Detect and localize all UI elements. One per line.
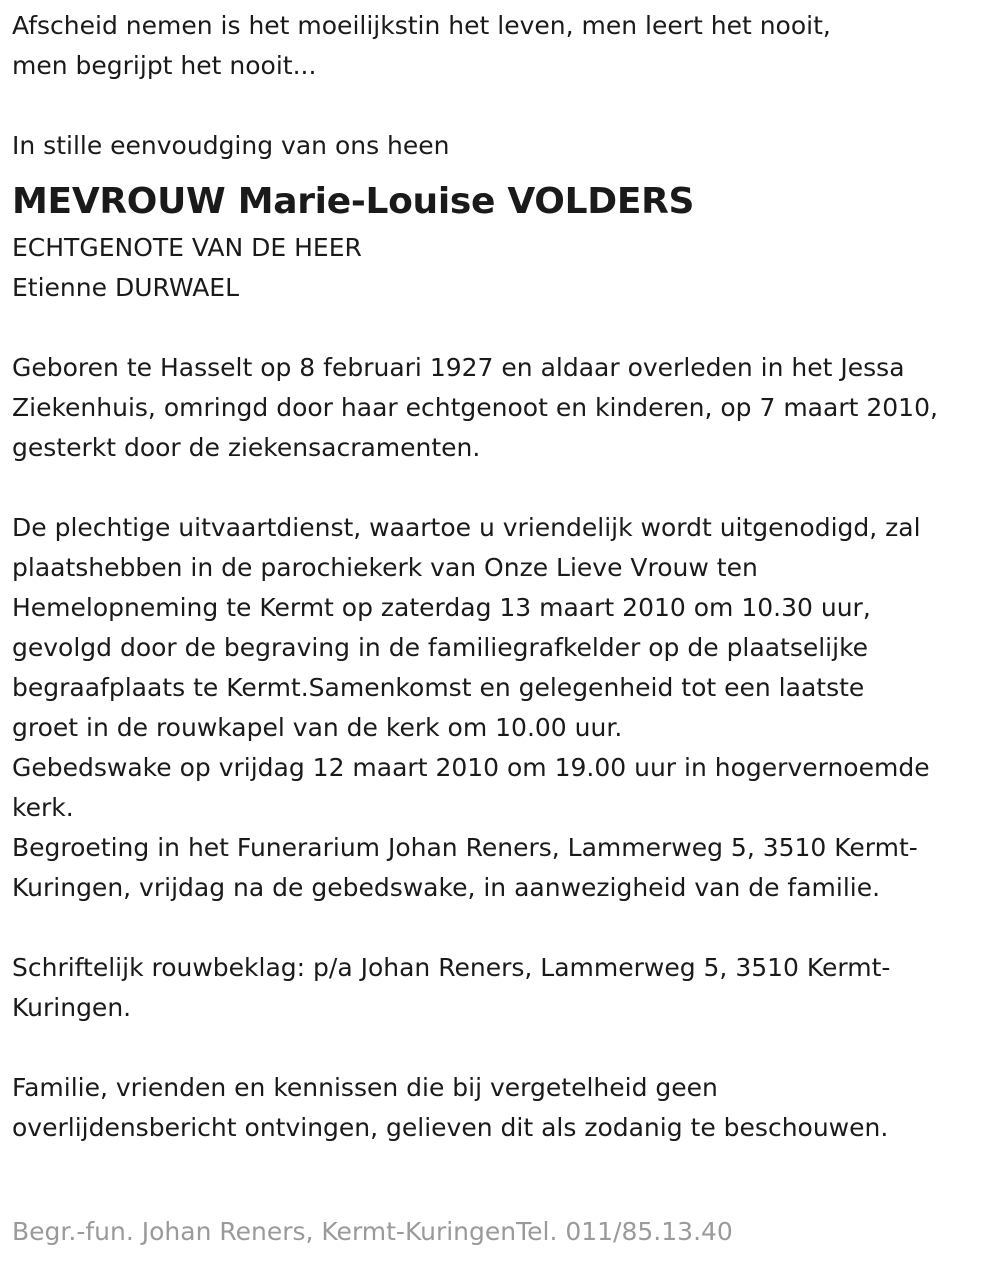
spacer (12, 468, 988, 508)
paragraph-line: De plechtige uitvaartdienst, waartoe u vriendelijk wordt uitgenodigd, zal (12, 513, 921, 542)
paragraph-line: Gebedswake op vrijdag 12 maart 2010 om 19.00 uur in hogervernoemde (12, 753, 930, 782)
paragraph-line: Begroeting in het Funerarium Johan Reners, Lammerweg 5, 3510 Kermt- (12, 833, 918, 862)
spacer (12, 86, 988, 126)
paragraph-line: Schriftelijk rouwbeklag: p/a Johan Reners, Lammerweg 5, 3510 Kermt- (12, 953, 891, 982)
paragraph-line: gesterkt door de ziekensacramenten. (12, 433, 481, 462)
notice-paragraph (12, 1068, 988, 1148)
deceased-title: MEVROUW (12, 181, 226, 222)
deceased-name: Marie-Louise VOLDERS (237, 181, 695, 222)
spacer (12, 908, 988, 948)
deceased-name-heading (12, 182, 988, 222)
spouse-name: Etienne DURWAEL (12, 273, 240, 302)
condolence-paragraph (12, 948, 988, 1028)
paragraph-line: Familie, vrienden en kennissen die bij vergetelheid geen (12, 1073, 718, 1102)
paragraph-line: begraafplaats te Kermt.Samenkomst en gelegenheid tot een laatste (12, 673, 865, 702)
funeral-home-footer: Begr.-fun. Johan Reners, Kermt-KuringenTel. 011/85.13.40 (12, 1217, 733, 1246)
spouse-info (12, 228, 988, 308)
paragraph-line: Hemelopneming te Kermt op zaterdag 13 maart 2010 om 10.30 uur, (12, 593, 871, 622)
paragraph-line: Ziekenhuis, omringd door haar echtgenoot en kinderen, op 7 maart 2010, (12, 393, 938, 422)
paragraph-line: groet in de rouwkapel van de kerk om 10.00 uur. (12, 713, 623, 742)
spacer (12, 1028, 988, 1068)
service-paragraph (12, 508, 988, 908)
intro-text (12, 126, 988, 166)
poem-line: men begrijpt het nooit... (12, 51, 317, 80)
poem-line: Afscheid nemen is het moeilijkstin het leven, men leert het nooit, (12, 11, 831, 40)
paragraph-line: kerk. (12, 793, 74, 822)
paragraph-line: overlijdensbericht ontvingen, gelieven dit als zodanig te beschouwen. (12, 1113, 889, 1142)
spacer (12, 308, 988, 348)
paragraph-line: Geboren te Hasselt op 8 februari 1927 en aldaar overleden in het Jessa (12, 353, 905, 382)
paragraph-line: Kuringen, vrijdag na de gebedswake, in aanwezigheid van de familie. (12, 873, 881, 902)
paragraph-line: gevolgd door de begraving in de familiegrafkelder op de plaatselijke (12, 633, 869, 662)
poem (12, 6, 988, 86)
birth-death-paragraph (12, 348, 988, 468)
intro-line: In stille eenvoudging van ons heen (12, 131, 450, 160)
relation-line: ECHTGENOTE VAN DE HEER (12, 233, 362, 262)
paragraph-line: Kuringen. (12, 993, 132, 1022)
paragraph-line: plaatshebben in de parochiekerk van Onze Lieve Vrouw ten (12, 553, 758, 582)
